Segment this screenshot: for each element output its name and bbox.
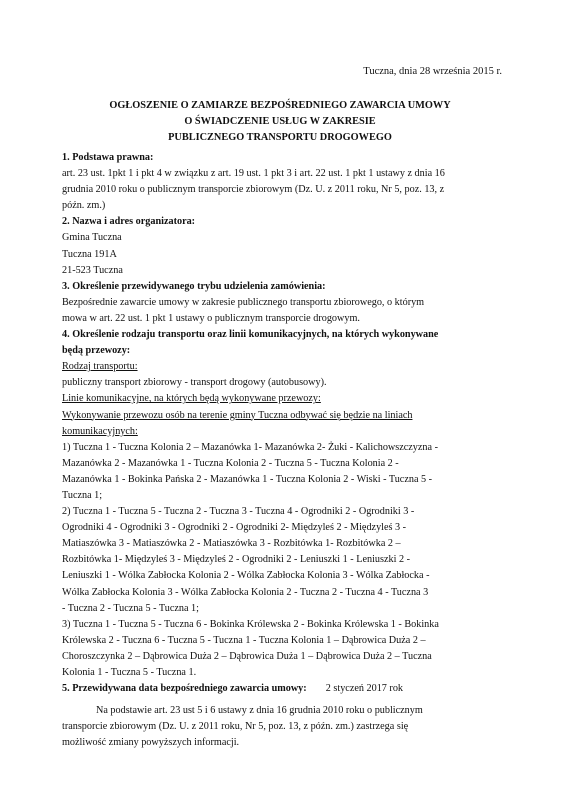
section-3-heading: 3. Określenie przewidywanego trybu udzielenia zamówienia: — [62, 280, 326, 292]
lines-intro: komunikacyjnych: — [62, 425, 138, 437]
route-line: Wólka Zabłocka Kolonia 3 - Wólka Zabłocka Kolonia 2 - Tuczna 2 - Tuczna 4 - Tuczna 3 — [62, 586, 429, 598]
section-2-heading: 2. Nazwa i adres organizatora: — [62, 216, 196, 228]
route-line: 1) Tuczna 1 - Tuczna Kolonia 2 – Mazanówka 1- Mazanówka 2- Żuki - Kalichowszczyzna - — [62, 441, 438, 453]
section-4-heading: będą przewozy: — [62, 345, 131, 357]
route-line: Mazanówka 1 - Bokinka Pańska 2 - Mazanówka 1 - Tuczna Kolonia 2 - Wiski - Tuczna 5 - — [62, 473, 433, 485]
closing-line: Na podstawie art. 23 ust 5 i 6 ustawy z dnia 16 grudnia 2010 roku o publicznym — [96, 705, 423, 716]
organizer-street: Tuczna 191A — [62, 248, 117, 260]
route-line: Rozbitówka 1- Międzyleś 3 - Międzyleś 2 - Ogrodniki 2 - Leniuszki 1 - Leniuszki 2 - — [62, 554, 410, 566]
route-line: 2) Tuczna 1 - Tuczna 5 - Tuczna 2 - Tuczna 3 - Tuczna 4 - Ogrodniki 2 - Ogrodniki 3 - — [62, 506, 415, 518]
title-line: PUBLICZNEGO TRANSPORTU DROGOWEGO — [168, 132, 392, 143]
section-3-text: Bezpośrednie zawarcie umowy w zakresie publicznego transportu zbiorowego, o którym — [62, 296, 425, 308]
document-date: Tuczna, dnia 28 września 2015 r. — [363, 66, 502, 77]
route-line: Królewska 2 - Tuczna 6 - Tuczna 5 - Tuczna 1 - Tuczna Kolonia 1 – Dąbrowica Duża 2 – — [62, 634, 426, 646]
closing-line: możliwość zmiany powyższych informacji. — [62, 737, 240, 748]
route-line: Leniuszki 1 - Wólka Zabłocka Kolonia 2 - Wólka Zabłocka Kolonia 3 - Wólka Zabłocka - — [62, 570, 430, 582]
lines-label: Linie komunikacyjne, na których będą wykonywane przewozy: — [62, 393, 321, 405]
route-line: Mazanówka 2 - Mazanówka 1 - Tuczna Kolonia 2 - Tuczna 5 - Tuczna Kolonia 2 - — [62, 457, 399, 469]
route-line: - Tuczna 2 - Tuczna 5 - Tuczna 1; — [62, 602, 199, 614]
closing-paragraph — [62, 703, 502, 751]
section-1-heading: 1. Podstawa prawna: — [62, 152, 154, 163]
lines-intro: Wykonywanie przewozu osób na terenie gminy Tuczna odbywać się będzie na liniach — [62, 409, 413, 421]
organizer-city: 21-523 Tuczna — [62, 264, 123, 276]
section-1-text: art. 23 ust. 1pkt 1 i pkt 4 w związku z art. 19 ust. 1 pkt 3 i art. 22 ust. 1 pkt 1 ustawy z dnia 16 — [62, 168, 445, 180]
document-body — [62, 150, 502, 697]
section-4-heading: 4. Określenie rodzaju transportu oraz linii komunikacyjnych, na których wykonywane — [62, 329, 439, 341]
section-3-text: mowa w art. 22 ust. 1 pkt 1 ustawy o publicznym transporcie drogowym. — [62, 312, 360, 324]
title-line: O ŚWIADCZENIE USŁUG W ZAKRESIE — [184, 116, 376, 127]
title-line: OGŁOSZENIE O ZAMIARZE BEZPOŚREDNIEGO ZAWARCIA UMOWY — [109, 100, 451, 111]
section-5 — [62, 681, 502, 697]
route-line: 3) Tuczna 1 - Tuczna 5 - Tuczna 6 - Bokinka Królewska 2 - Bokinka Królewska 1 - Bokinka — [62, 618, 439, 630]
transport-type-value: publiczny transport zbiorowy - transport drogowy (autobusowy). — [62, 377, 327, 389]
organizer-name: Gmina Tuczna — [62, 232, 122, 244]
route-line: Choroszczynka 2 – Dąbrowica Duża 2 – Dąbrowica Duża 1 – Dąbrowica Duża 2 – Tuczna — [62, 650, 432, 662]
route-line: Ogrodniki 4 - Ogrodniki 3 - Ogrodniki 2 - Ogrodniki 2- Międzyleś 2 - Międzyleś 3 - — [62, 522, 407, 534]
contract-date: 2 styczeń 2017 rok — [325, 683, 404, 695]
transport-type-label: Rodzaj transportu: — [62, 361, 138, 373]
route-line: Matiaszówka 3 - Matiaszówka 2 - Matiaszówka 3 - Rozbitówka 1- Rozbitówka 2 – — [62, 538, 401, 550]
route-line: Tuczna 1; — [62, 489, 103, 501]
route-line: Kolonia 1 - Tuczna 5 - Tuczna 1. — [62, 667, 197, 678]
section-5-heading: 5. Przewidywana data bezpośredniego zawarcia umowy: — [62, 683, 307, 695]
document-title — [60, 98, 500, 146]
section-1-text: grudnia 2010 roku o publicznym transporcie zbiorowym (Dz. U. z 2011 roku, Nr 5, poz. 13, z — [62, 184, 445, 196]
section-1-text: późn. zm.) — [62, 200, 106, 212]
closing-line: transporcie zbiorowym (Dz. U. z 2011 roku, Nr 5, poz. 13, z późn. zm.) zastrzega się — [62, 721, 409, 732]
